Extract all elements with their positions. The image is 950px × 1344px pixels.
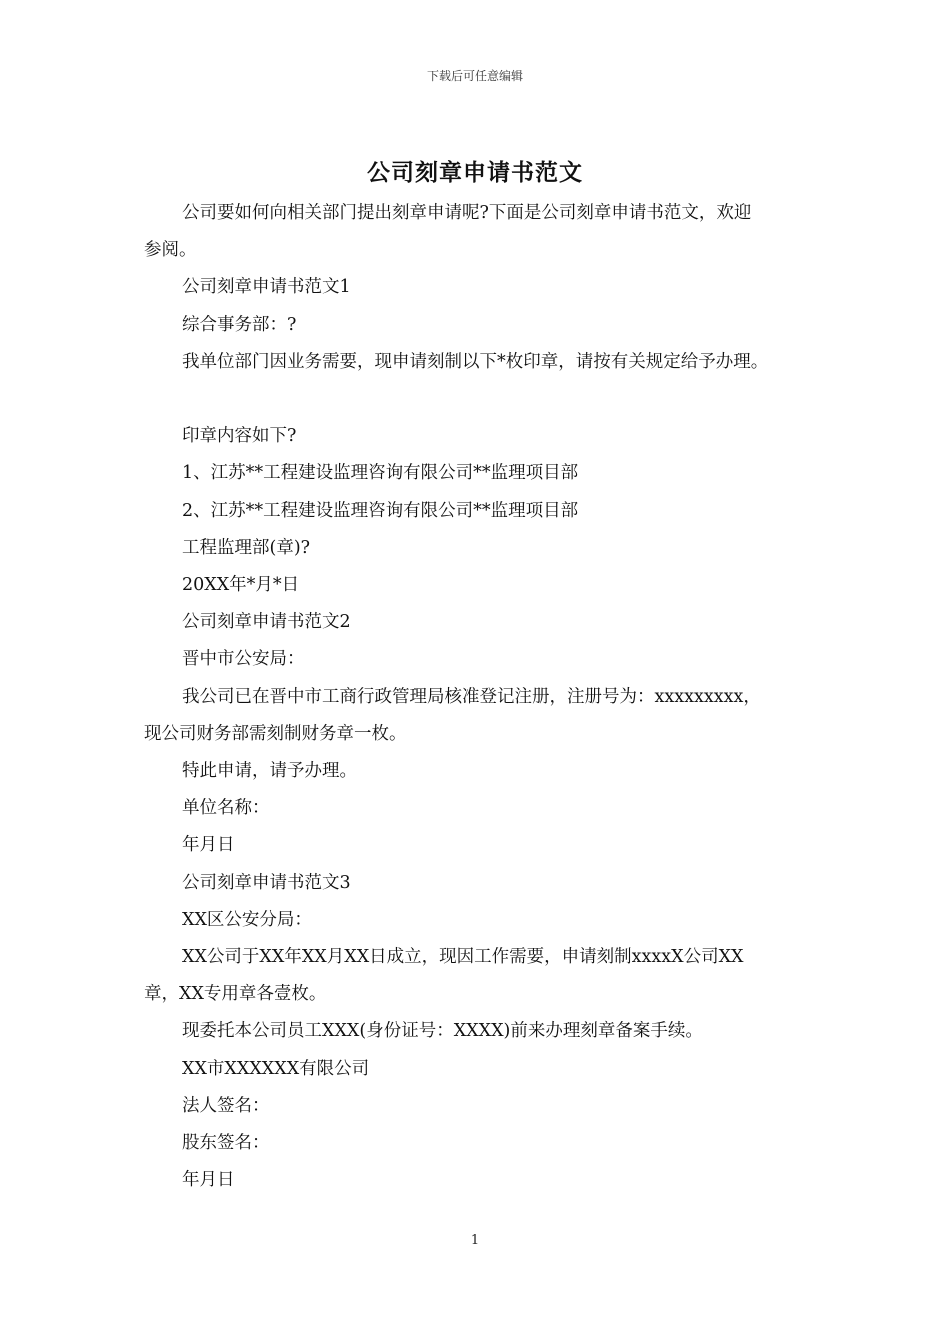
text-line: XX区公安分局： [182,909,312,930]
text-line: 公司刻章申请书范文1 [182,277,351,298]
text-line: 2、江苏**工程建设监理咨询有限公司**监理项目部 [182,500,579,521]
text-line: 年月日 [182,1170,235,1191]
text-line: 章，XX专用章各壹枚。 [144,984,327,1005]
text-line: 印章内容如下? [182,426,297,447]
page-number: 1 [470,1233,480,1248]
text-line: 晋中市公安局： [182,649,305,670]
text-line: 现委托本公司员工XXX(身份证号：XXXX)前来办理刻章备案手续。 [182,1021,703,1042]
text-line: XX公司于XX年XX月XX日成立，现因工作需要，申请刻制xxxxX公司XX [182,947,744,968]
document-title: 公司刻章申请书范文 [367,159,583,186]
text-line: 1、江苏**工程建设监理咨询有限公司**监理项目部 [182,463,579,484]
text-line: 公司刻章申请书范文2 [182,612,351,633]
text-line: 现公司财务部需刻制财务章一枚。 [144,723,407,744]
text-line: 参阅。 [144,240,197,261]
text-line: 综合事务部：? [182,314,297,335]
text-line: 法人签名： [182,1095,270,1116]
text-line: 单位名称： [182,798,270,819]
document-body [144,195,820,1199]
text-line: 特此申请，请予办理。 [182,761,357,782]
blank-line [144,381,820,418]
text-line: 公司刻章申请书范文3 [182,872,351,893]
header-note: 下载后可任意编辑 [426,69,523,83]
text-line: 年月日 [182,835,235,856]
text-line: XX市XXXXXX有限公司 [182,1058,370,1079]
text-line: 公司要如何向相关部门提出刻章申请呢?下面是公司刻章申请书范文，欢迎 [182,203,752,223]
text-line: 我公司已在晋中市工商行政管理局核准登记注册，注册号为：xxxxxxxxx， [182,686,761,707]
text-line: 我单位部门因业务需要，现申请刻制以下*枚印章，请按有关规定给予办理。 [182,351,769,372]
text-line: 股东签名： [182,1133,270,1154]
text-line: 20XX年*月*日 [182,575,300,596]
text-line: 工程监理部(章)? [182,537,311,558]
